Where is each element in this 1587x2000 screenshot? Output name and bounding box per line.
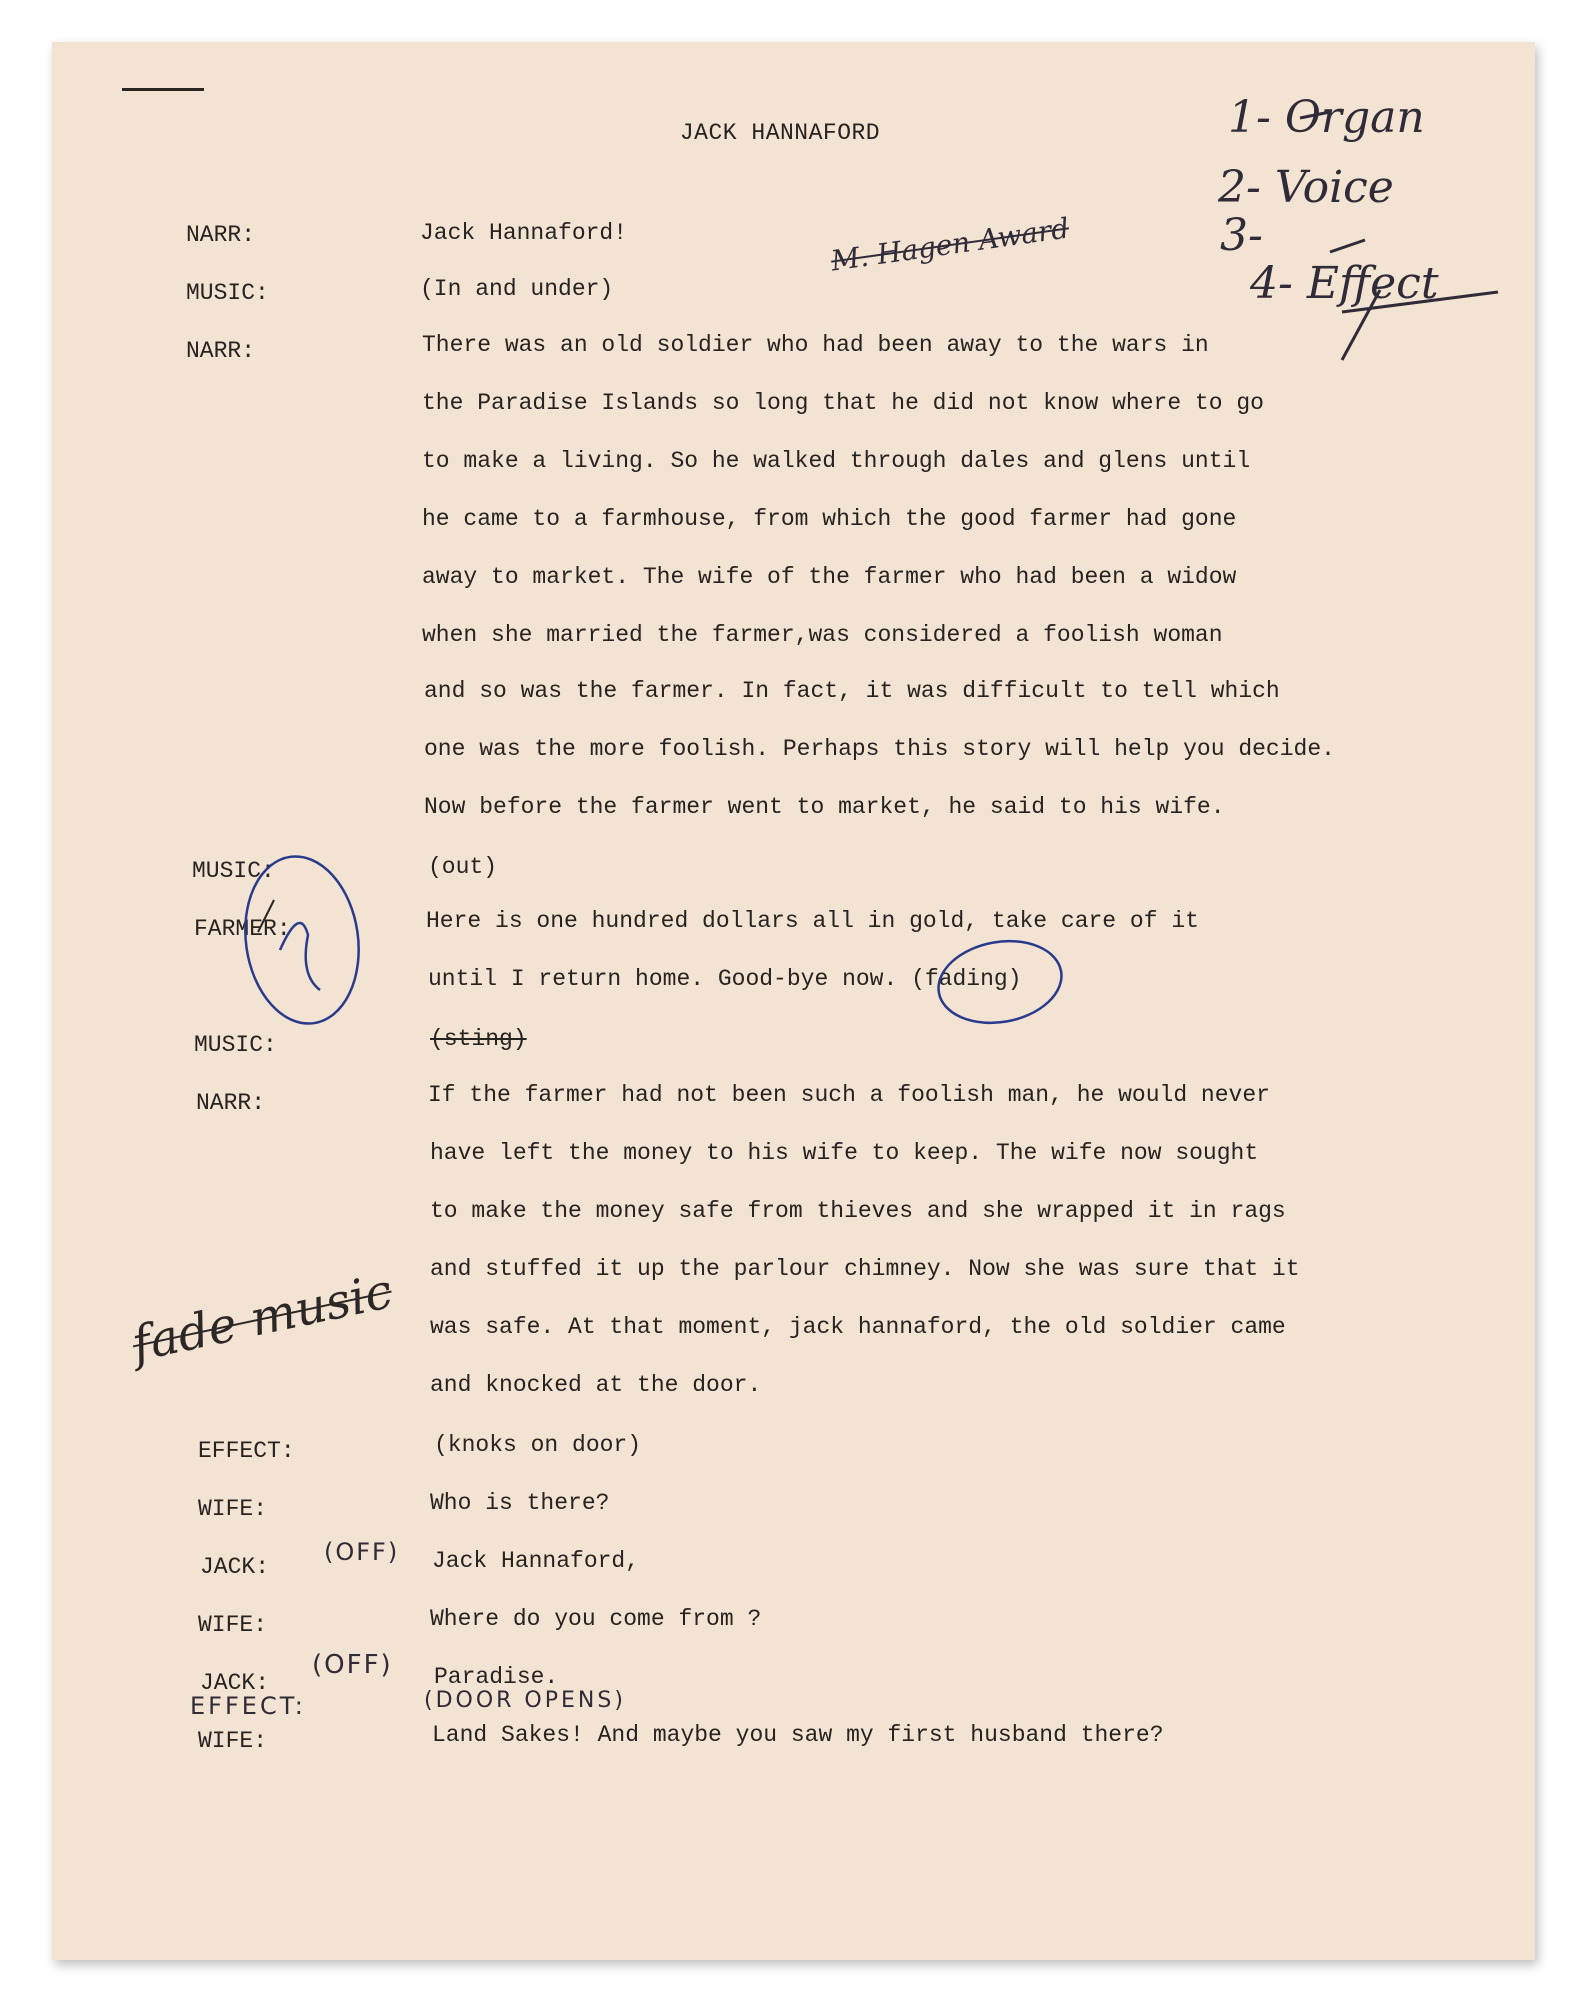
dialogue-line: (out) — [428, 854, 498, 880]
narration-line: was safe. At that moment, jack hannaford, the old soldier came — [430, 1314, 1286, 1340]
dialogue-line: Here is one hundred dollars all in gold, take care of it — [426, 908, 1199, 934]
blue-ink-circle — [932, 932, 1068, 1032]
handwritten-list-item: 3- — [1220, 210, 1263, 261]
speaker-label: NARR: — [196, 1090, 266, 1116]
dialogue-line: Jack Hannaford! — [420, 220, 628, 246]
narration-line: Now before the farmer went to market, he said to his wife. — [424, 794, 1225, 820]
blue-ink-mark — [280, 923, 320, 990]
narration-line: If the farmer had not been such a foolish man, he would never — [428, 1082, 1270, 1108]
ink-slash — [258, 900, 274, 932]
speaker-label: NARR: — [186, 222, 256, 248]
narration-line: and so was the farmer. In fact, it was difficult to tell which — [424, 678, 1280, 704]
dialogue-line: Where do you come from ? — [430, 1606, 762, 1632]
narration-line: he came to a farmhouse, from which the good farmer had gone — [422, 506, 1237, 532]
dialogue-line: Paradise. — [434, 1664, 559, 1690]
handwritten-underline — [1342, 292, 1498, 312]
struck-cue: (sting) — [430, 1026, 527, 1052]
dialogue-line: (In and under) — [420, 276, 614, 302]
blue-ink-circle — [235, 849, 369, 1031]
narration-line: and stuffed it up the parlour chimney. Now she was sure that it — [430, 1256, 1300, 1282]
speaker-label: FARMER: — [194, 916, 291, 942]
handwritten-effect-label: EFFECT: — [190, 1692, 306, 1720]
speaker-label: MUSIC: — [194, 1032, 277, 1058]
speaker-label: EFFECT: — [198, 1438, 295, 1464]
narration-line: There was an old soldier who had been away to the wars in — [422, 332, 1209, 358]
dialogue-line: until I return home. Good-bye now. (fading) — [428, 966, 1022, 992]
handwritten-list-item: 2- Voice — [1218, 162, 1394, 213]
narration-line: away to market. The wife of the farmer who had been a widow — [422, 564, 1237, 590]
dialogue-line: (knoks on door) — [434, 1432, 642, 1458]
narration-line: and knocked at the door. — [430, 1372, 762, 1398]
narration-line: when she married the farmer,was considered a foolish woman — [422, 622, 1223, 648]
handwritten-list-item: 1- Organ — [1228, 92, 1425, 143]
handwritten-tail — [1342, 290, 1380, 360]
handwritten-dash — [1300, 112, 1330, 118]
speaker-label: JACK: — [200, 1554, 270, 1580]
struck-handwritten-note: M. Hagen Award — [828, 211, 1072, 278]
speaker-label: NARR: — [186, 338, 256, 364]
narration-line: one was the more foolish. Perhaps this story will help you decide. — [424, 736, 1335, 762]
speaker-label: JACK: — [200, 1670, 270, 1696]
margin-note-fade-music: fade music — [127, 1263, 398, 1373]
dialogue-line: Jack Hannaford, — [432, 1548, 640, 1574]
narration-line: the Paradise Islands so long that he did not know where to go — [422, 390, 1264, 416]
page-title: JACK HANNAFORD — [679, 120, 881, 146]
speaker-label: WIFE: — [198, 1612, 268, 1638]
speaker-label: MUSIC: — [192, 858, 275, 884]
off-mic-note: (OFF) — [324, 1538, 400, 1566]
speaker-label: WIFE: — [198, 1496, 268, 1522]
off-mic-note: (OFF) — [312, 1650, 393, 1680]
narration-line: to make a living. So he walked through dales and glens until — [422, 448, 1251, 474]
handwritten-list-item: 4- Effect — [1250, 258, 1439, 309]
speaker-label: WIFE: — [198, 1728, 268, 1754]
dialogue-line: Who is there? — [430, 1490, 610, 1516]
dialogue-line: Land Sakes! And maybe you saw my first husband there? — [432, 1722, 1164, 1748]
narration-line: to make the money safe from thieves and she wrapped it in rags — [430, 1198, 1286, 1224]
narration-line: have left the money to his wife to keep. The wife now sought — [430, 1140, 1259, 1166]
speaker-label: MUSIC: — [186, 280, 269, 306]
door-opens-note: (DOOR OPENS) — [424, 1688, 626, 1713]
handwritten-dash — [1330, 240, 1365, 252]
